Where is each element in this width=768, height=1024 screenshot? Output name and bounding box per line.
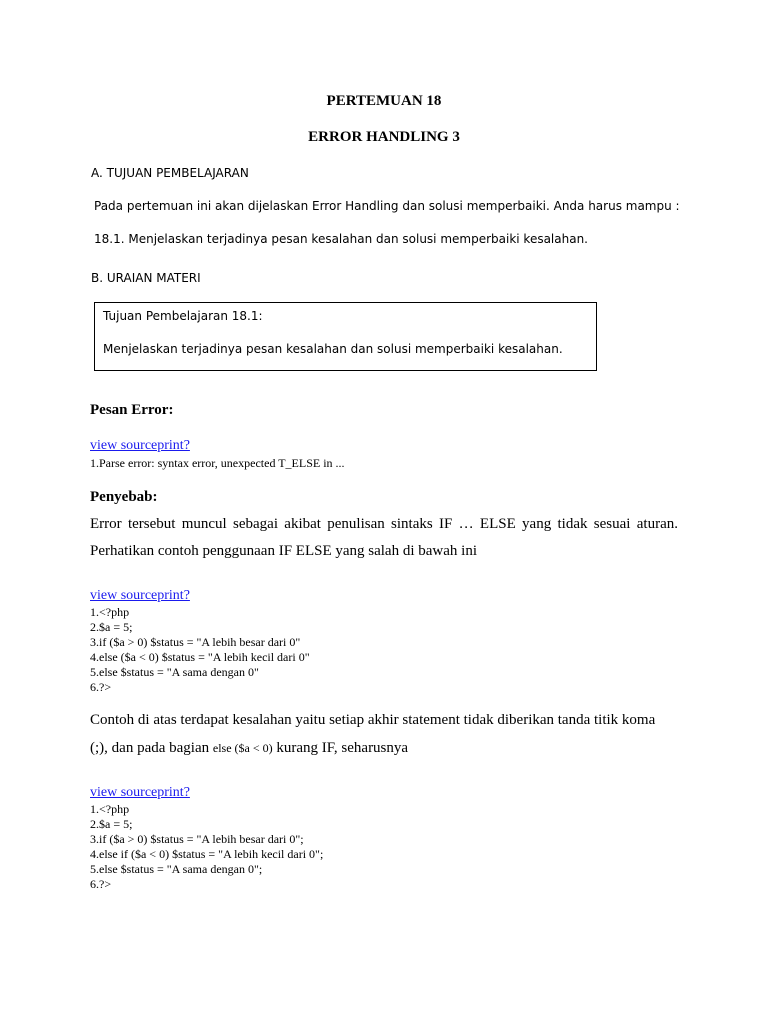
explanation-suffix: kurang IF, seharusnya: [272, 740, 409, 756]
section-a-objective: 18.1. Menjelaskan terjadinya pesan kesalahan dan solusi memperbaiki kesalahan.: [94, 232, 588, 246]
code-line: 4.else if ($a < 0) $status = "A lebih kecil dari 0";: [90, 847, 324, 861]
page-title: PERTEMUAN 18: [326, 93, 442, 109]
code-line: 5.else $status = "A sama dengan 0";: [90, 862, 263, 876]
code-line: 4.else ($a < 0) $status = "A lebih kecil dari 0": [90, 650, 310, 664]
explanation-line-2: [90, 740, 408, 757]
penyebab-heading: Penyebab:: [90, 489, 158, 505]
view-source-link-3[interactable]: view sourceprint?: [90, 785, 190, 800]
penyebab-paragraph-line-2: Perhatikan contoh penggunaan IF ELSE yang salah di bawah ini: [90, 543, 477, 559]
objective-box-text: Menjelaskan terjadinya pesan kesalahan dan solusi memperbaiki kesalahan.: [103, 342, 563, 356]
section-b-heading: B. URAIAN MATERI: [91, 271, 201, 285]
code-line: 1.<?php: [90, 605, 130, 619]
code-line: 3.if ($a > 0) $status = "A lebih besar dari 0";: [90, 832, 304, 846]
section-a-intro: Pada pertemuan ini akan dijelaskan Error Handling dan solusi memperbaiki. Anda harus mampu :: [94, 199, 680, 213]
explanation-prefix: (;), dan pada bagian: [90, 740, 213, 756]
pesan-error-heading: Pesan Error:: [90, 402, 174, 418]
code-line: 6.?>: [90, 680, 112, 694]
code-line: 3.if ($a > 0) $status = "A lebih besar dari 0": [90, 635, 301, 649]
code-line: 2.$a = 5;: [90, 620, 133, 634]
inline-code: else ($a < 0): [212, 741, 273, 755]
view-source-link-1[interactable]: view sourceprint?: [90, 438, 190, 453]
code-line: 1.<?php: [90, 802, 130, 816]
code-line: 5.else $status = "A sama dengan 0": [90, 665, 259, 679]
page-subtitle: ERROR HANDLING 3: [308, 129, 460, 145]
error-message-line: 1.Parse error: syntax error, unexpected T_ELSE in ...: [90, 456, 345, 470]
objective-box: [94, 302, 597, 371]
objective-box-title: Tujuan Pembelajaran 18.1:: [103, 309, 263, 323]
section-a-heading: A. TUJUAN PEMBELAJARAN: [91, 166, 249, 180]
code-line: 6.?>: [90, 877, 112, 891]
view-source-link-2[interactable]: view sourceprint?: [90, 588, 190, 603]
penyebab-paragraph-line-1: Error tersebut muncul sebagai akibat penulisan sintaks IF … ELSE yang tidak sesuai aturan.: [90, 516, 678, 532]
explanation-line-1: Contoh di atas terdapat kesalahan yaitu setiap akhir statement tidak diberikan tanda titik koma: [90, 712, 656, 728]
code-block-wrong: [90, 605, 310, 695]
code-line: 2.$a = 5;: [90, 817, 133, 831]
code-block-correct: [90, 802, 323, 892]
